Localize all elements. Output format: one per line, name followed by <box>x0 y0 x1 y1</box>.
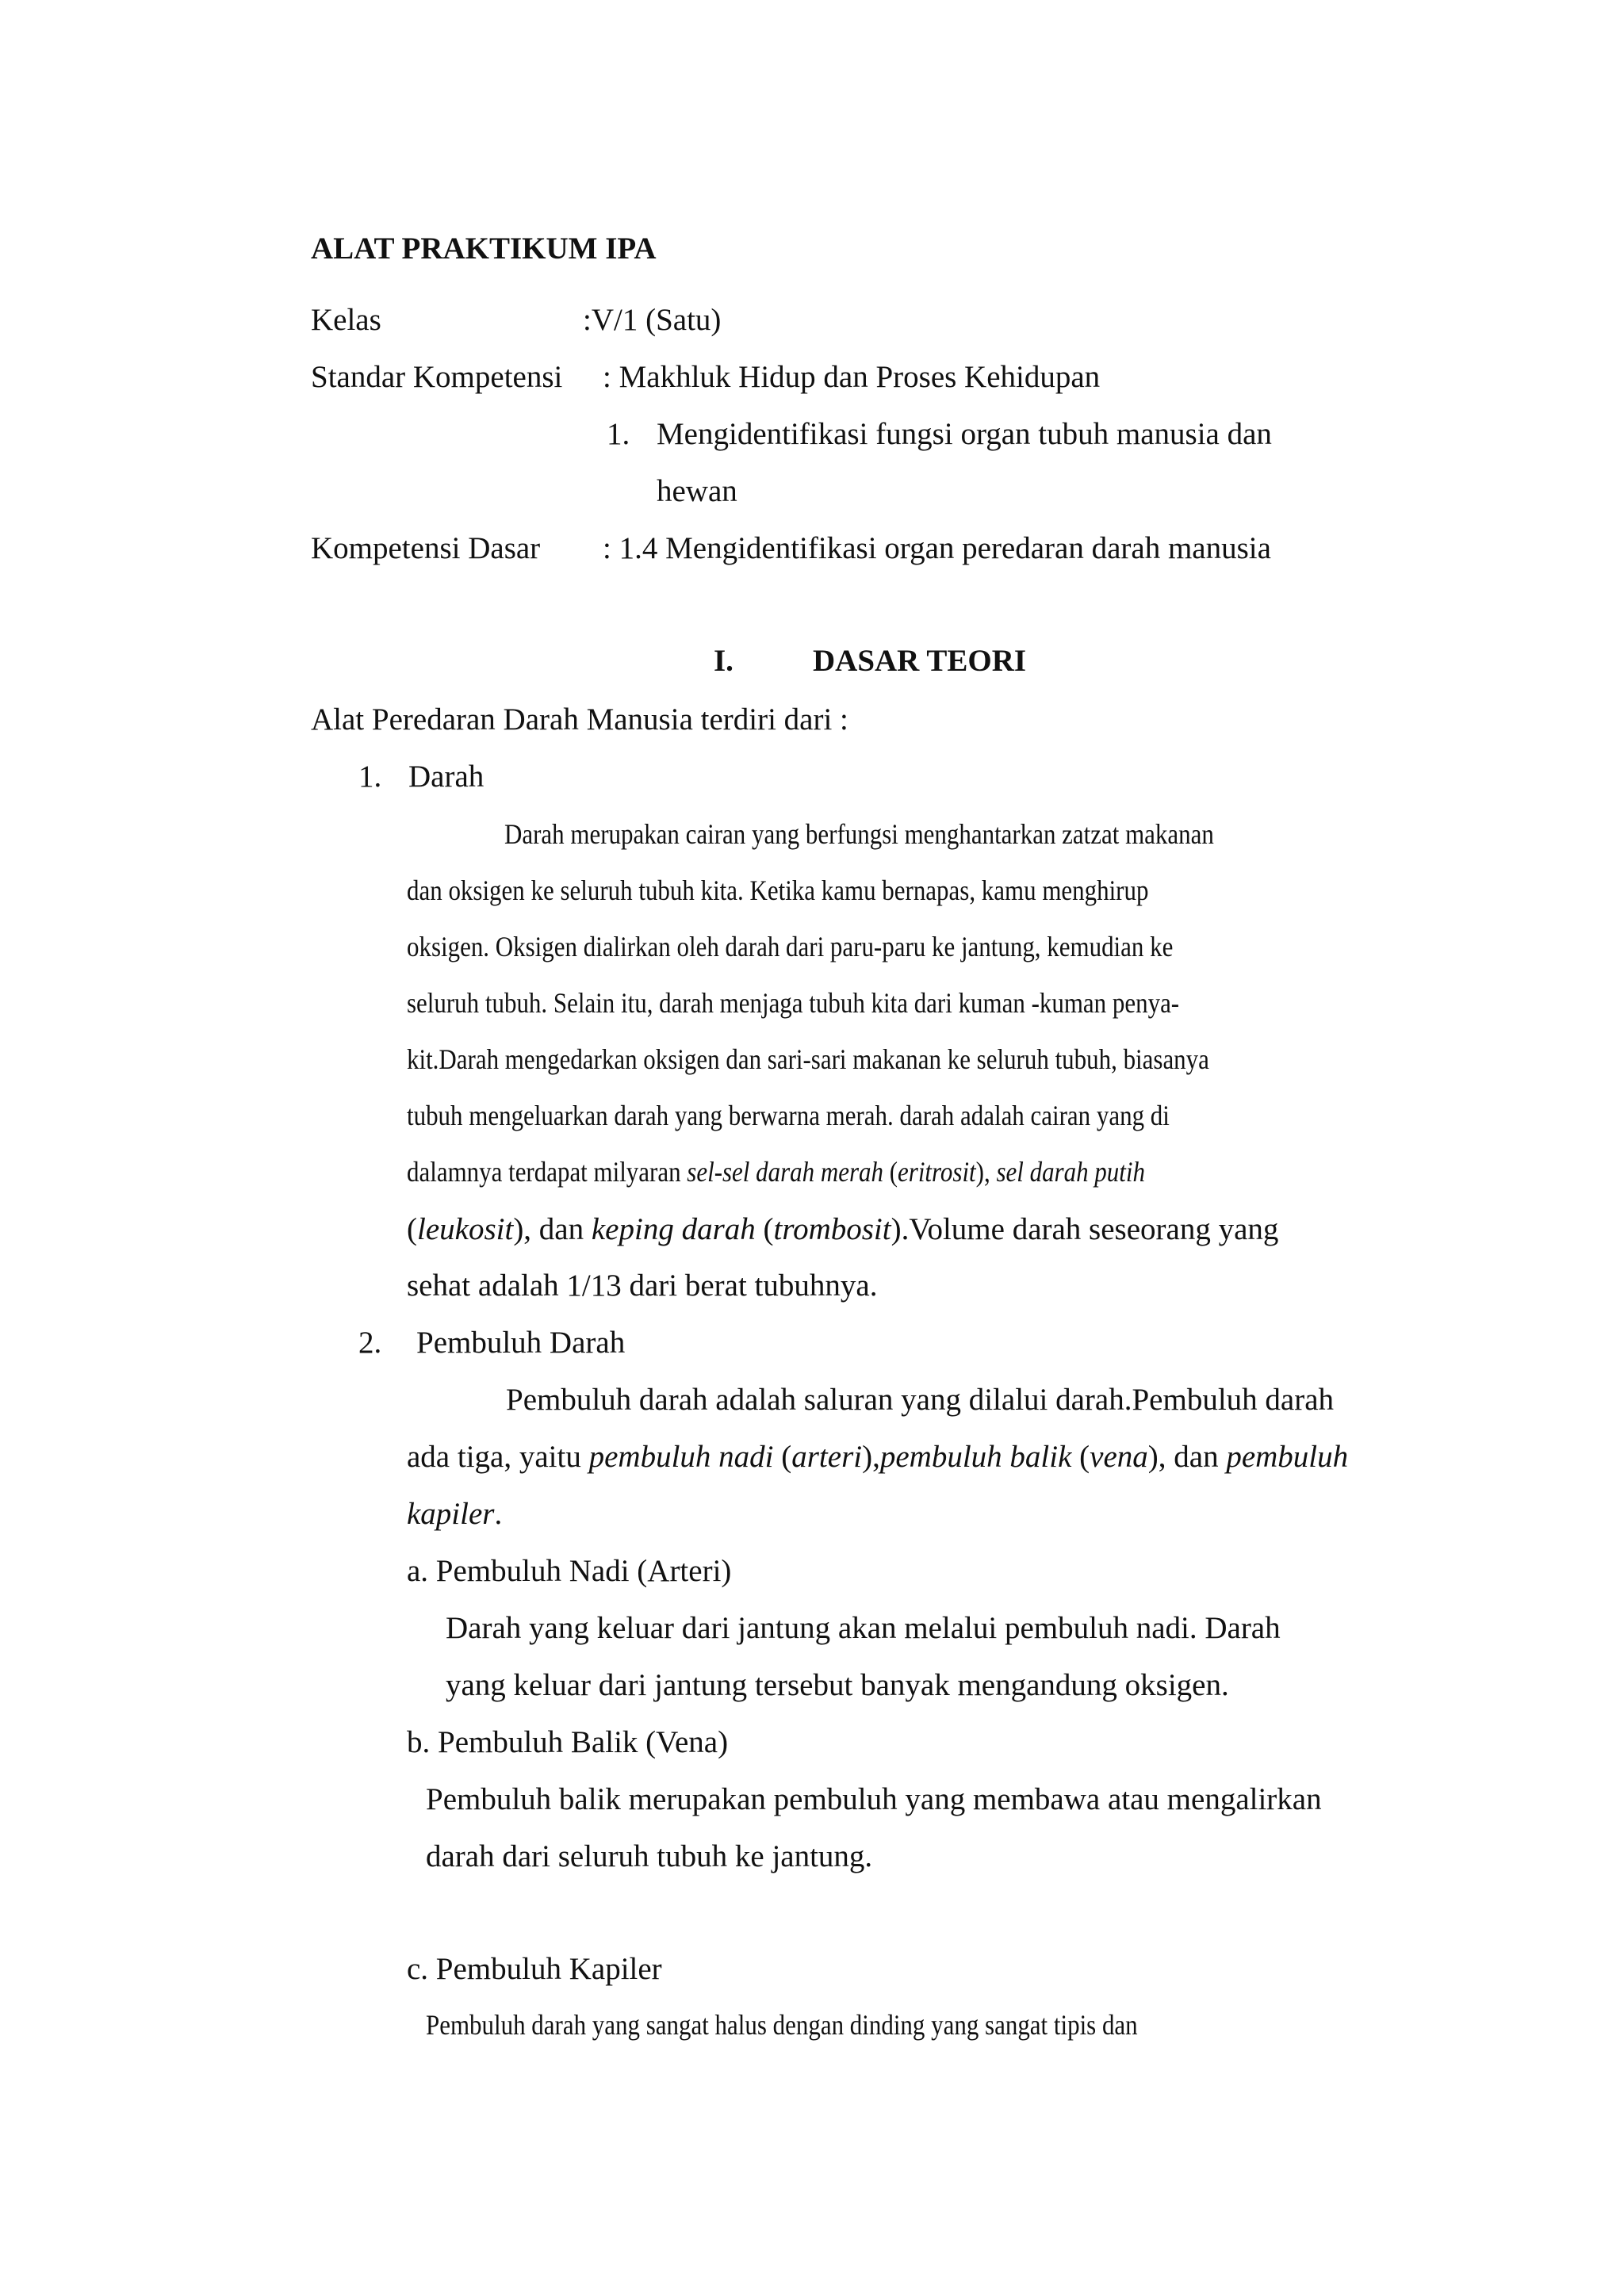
sub-c-title: c. Pembuluh Kapiler <box>407 1952 662 1986</box>
item2-line-1: Pembuluh darah adalah saluran yang dilalui darah.Pembuluh darah <box>506 1383 1335 1417</box>
section-number: I. <box>714 644 733 678</box>
sub-a-title: a. Pembuluh Nadi (Arteri) <box>407 1554 732 1588</box>
item1-line-8: (leukosit), dan keping darah (trombosit).Volume darah seseorang yang <box>407 1212 1279 1246</box>
item1-line-3: oksigen. Oksigen dialirkan oleh darah dari paru-paru ke jantung, kemudian ke <box>407 931 1174 962</box>
intro-text: Alat Peredaran Darah Manusia terdiri dari : <box>311 702 848 737</box>
item1-line-7: dalamnya terdapat milyaran sel-sel darah merah (eritrosit), sel darah putih <box>407 1156 1145 1188</box>
document-title: ALAT PRAKTIKUM IPA <box>311 232 657 266</box>
item1-number: 1. <box>358 760 382 794</box>
section-title: DASAR TEORI <box>813 644 1027 678</box>
kelas-label: Kelas <box>311 303 381 337</box>
item2-line-2: ada tiga, yaitu pembuluh nadi (arteri),pembuluh balik (vena), dan pembuluh <box>407 1440 1349 1474</box>
sub-a-line-2: yang keluar dari jantung tersebut banyak mengandung oksigen. <box>446 1668 1229 1702</box>
kompetensi-dasar-label: Kompetensi Dasar <box>311 531 541 565</box>
item1-line-4: seluruh tubuh. Selain itu, darah menjaga tubuh kita dari kuman -kuman penya- <box>407 987 1180 1019</box>
item1-line-9: sehat adalah 1/13 dari berat tubuhnya. <box>407 1269 878 1303</box>
sk-item-line2: hewan <box>657 474 737 508</box>
standar-kompetensi-value: : Makhluk Hidup dan Proses Kehidupan <box>603 360 1101 394</box>
sk-item-line1: Mengidentifikasi fungsi organ tubuh manusia dan <box>657 417 1272 451</box>
sub-b-line-1: Pembuluh balik merupakan pembuluh yang membawa atau mengalirkan <box>426 1782 1322 1816</box>
item1-line-2: dan oksigen ke seluruh tubuh kita. Ketika kamu bernapas, kamu menghirup <box>407 874 1149 906</box>
kelas-value: :V/1 (Satu) <box>583 303 722 337</box>
standar-kompetensi-label: Standar Kompetensi <box>311 360 563 394</box>
item1-line-6: tubuh mengeluarkan darah yang berwarna merah. darah adalah cairan yang di <box>407 1100 1170 1131</box>
item2-title: Pembuluh Darah <box>416 1326 626 1360</box>
sub-a-line-1: Darah yang keluar dari jantung akan melalui pembuluh nadi. Darah <box>446 1611 1281 1645</box>
item1-title: Darah <box>408 760 485 794</box>
sub-c-line-1: Pembuluh darah yang sangat halus dengan dinding yang sangat tipis dan <box>426 2009 1138 2041</box>
sub-b-title: b. Pembuluh Balik (Vena) <box>407 1725 729 1759</box>
item1-line-1: Darah merupakan cairan yang berfungsi menghantarkan zatzat makanan <box>504 818 1214 850</box>
item2-line-3: kapiler. <box>407 1497 503 1531</box>
kompetensi-dasar-value: : 1.4 Mengidentifikasi organ peredaran darah manusia <box>603 531 1271 565</box>
sk-item-number: 1. <box>607 417 630 451</box>
sub-b-line-2: darah dari seluruh tubuh ke jantung. <box>426 1839 873 1873</box>
item1-line-5: kit.Darah mengedarkan oksigen dan sari-sari makanan ke seluruh tubuh, biasanya <box>407 1043 1209 1075</box>
item2-number: 2. <box>358 1326 382 1360</box>
